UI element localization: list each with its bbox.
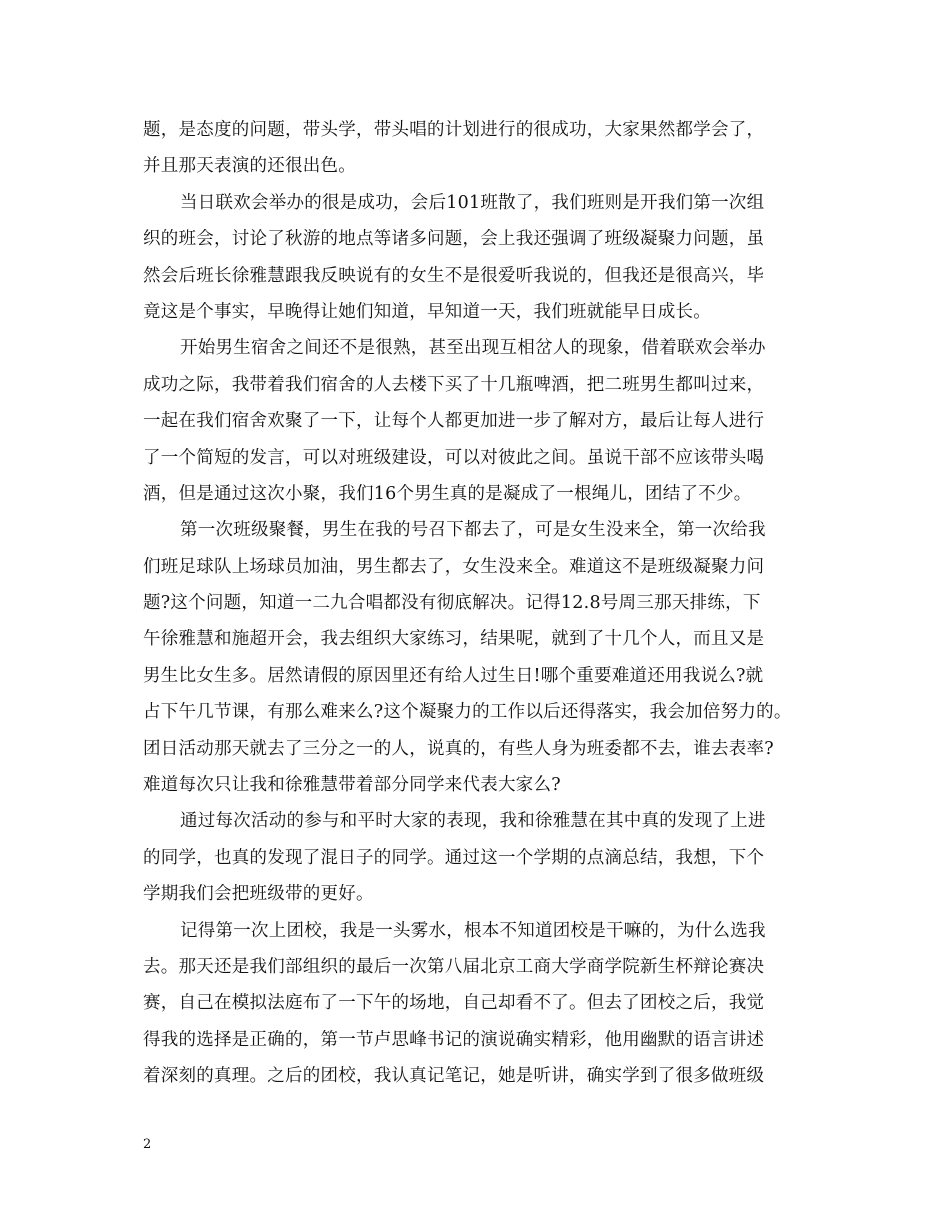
paragraph-start-line: 记得第一次上团校，我是一头雾水，根本不知道团校是干嘛的，为什么选我 bbox=[180, 920, 766, 941]
paragraph-start-line: 通过每次活动的参与和平时大家的表现，我和徐雅慧在其中真的发现了上进 bbox=[180, 811, 766, 832]
body-text bbox=[143, 112, 818, 1095]
text-line: 们班足球队上场球员加油，男生都去了，女生没来全。难道这不是班级凝聚力问 bbox=[143, 556, 765, 577]
text-line: 并且那天表演的还很出色。 bbox=[143, 156, 356, 177]
text-line: 的同学，也真的发现了混日子的同学。通过这一个学期的点滴总结，我想，下个 bbox=[143, 847, 765, 868]
text-line: 成功之际，我带着我们宿舍的人去楼下买了十几瓶啤酒，把二班男生都叫过来， bbox=[143, 374, 765, 395]
paragraph-start-line: 开始男生宿舍之间还不是很熟，甚至出现互相岔人的现象，借着联欢会举办 bbox=[180, 338, 766, 359]
text-line: 题?这个问题，知道一二九合唱都没有彻底解决。记得12.8号周三那天排练，下 bbox=[143, 593, 761, 614]
text-line: 得我的选择是正确的，第一节卢思峰书记的演说确实精彩，他用幽默的语言讲述 bbox=[143, 1029, 765, 1050]
text-line: 题，是态度的问题，带头学，带头唱的计划进行的很成功，大家果然都学会了， bbox=[143, 120, 765, 140]
text-line: 织的班会，讨论了秋游的地点等诸多问题，会上我还强调了班级凝聚力问题，虽 bbox=[143, 229, 765, 250]
text-line: 着深刻的真理。之后的团校，我认真记笔记，她是听讲，确实学到了很多做班级 bbox=[143, 1066, 765, 1087]
text-line: 然会后班长徐雅慧跟我反映说有的女生不是很爱听我说的，但我还是很高兴，毕 bbox=[143, 265, 765, 286]
text-line: 去。那天还是我们部组织的最后一次第八届北京工商大学商学院新生杯辩论赛决 bbox=[143, 956, 765, 977]
text-line: 占下午几节课，有那么难来么?这个凝聚力的工作以后还得落实，我会加倍努力的。 bbox=[143, 702, 792, 723]
paragraph-start-line: 第一次班级聚餐，男生在我的号召下都去了，可是女生没来全，第一次给我 bbox=[180, 520, 766, 541]
text-line: 团日活动那天就去了三分之一的人，说真的，有些人身为班委都不去，谁去表率? bbox=[143, 738, 774, 759]
text-line: 酒，但是通过这次小聚，我们16个男生真的是凝成了一根绳儿，团结了不少。 bbox=[143, 483, 752, 504]
page-number: 2 bbox=[143, 1137, 152, 1152]
text-line: 了一个简短的发言，可以对班级建设，可以对彼此之间。虽说干部不应该带头喝 bbox=[143, 447, 765, 468]
paragraph-start-line: 当日联欢会举办的很是成功，会后101班散了，我们班则是开我们第一次组 bbox=[180, 192, 765, 213]
text-line: 男生比女生多。居然请假的原因里还有给人过生日!哪个重要难道还用我说么?就 bbox=[143, 665, 764, 686]
text-line: 赛，自己在模拟法庭布了一下午的场地，自己却看不了。但去了团校之后，我觉 bbox=[143, 993, 765, 1014]
text-line: 一起在我们宿舍欢聚了一下，让每个人都更加进一步了解对方，最后让每人进行 bbox=[143, 411, 765, 432]
text-line: 午徐雅慧和施超开会，我去组织大家练习，结果呢，就到了十几个人，而且又是 bbox=[143, 629, 765, 650]
text-line: 竟这是个事实，早晚得让她们知道，早知道一天，我们班就能早日成长。 bbox=[143, 301, 711, 322]
text-line: 难道每次只让我和徐雅慧带着部分同学来代表大家么? bbox=[143, 775, 561, 796]
text-line: 学期我们会把班级带的更好。 bbox=[143, 884, 374, 905]
